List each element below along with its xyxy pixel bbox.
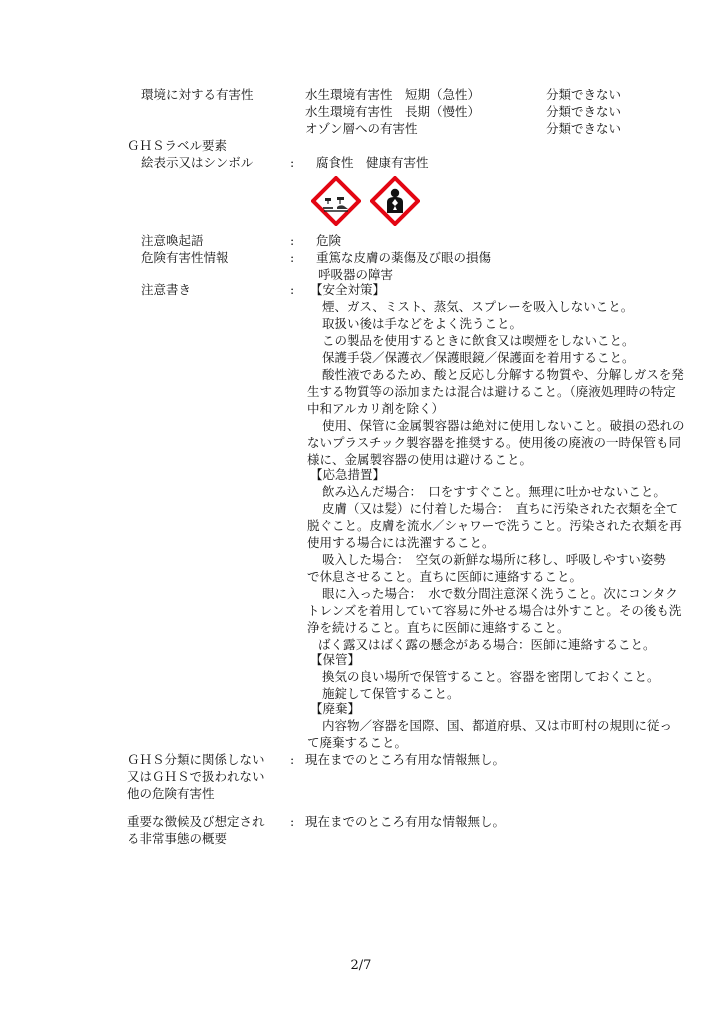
precaution-line: トレンズを着用していて容易に外せる場合は外すこと。その後も洗 — [307, 603, 682, 618]
colon: : — [290, 814, 295, 829]
colon: : — [290, 250, 295, 265]
signal-word: 危険 — [316, 233, 342, 248]
emergency-value: 現在までのところ有用な情報無し。 — [305, 814, 506, 829]
ghs-label-heading: ＧＨＳラベル要素 — [127, 138, 228, 153]
other-hazards-label: ＧＨＳ分類に関係しない — [127, 752, 265, 767]
precaution-label: 注意書き — [141, 282, 192, 297]
other-hazards-label: 他の危険有害性 — [127, 786, 215, 801]
hazard-statement: 呼吸器の障害 — [318, 267, 394, 282]
precaution-line: 眼に入った場合： 水で数分間注意深く洗うこと。次にコンタク — [322, 586, 678, 601]
colon: : — [290, 282, 295, 297]
colon: : — [290, 155, 295, 170]
env-value: 分類できない — [546, 87, 622, 102]
precaution-line: 取扱い後は手などをよく洗うこと。 — [322, 316, 523, 331]
safety-heading: 【安全対策】 — [310, 282, 386, 297]
storage-heading: 【保管】 — [310, 652, 361, 667]
env-category: 水生環境有害性 短期（急性） — [305, 87, 481, 102]
emergency-label: 重要な徴候及び想定され — [127, 814, 265, 829]
precaution-line: 使用する場合には洗濯すること。 — [307, 535, 495, 550]
environment-label: 環境に対する有害性 — [141, 87, 254, 102]
response-heading: 【応急措置】 — [310, 467, 386, 482]
signal-word-label: 注意喚起語 — [141, 233, 204, 248]
hazard-statement: 重篤な皮膚の薬傷及び眼の損傷 — [316, 250, 492, 265]
precaution-line: ばく露又はばく露の懸念がある場合：医師に連絡すること。 — [318, 637, 656, 652]
other-hazards-value: 現在までのところ有用な情報無し。 — [305, 752, 506, 767]
precaution-line: 飲み込んだ場合： 口をすすぐこと。無理に吐かせないこと。 — [322, 484, 666, 499]
env-value: 分類できない — [546, 121, 622, 136]
precaution-line: 中和アルカリ剤を除く） — [307, 401, 445, 416]
env-category: オゾン層への有害性 — [305, 121, 418, 136]
colon: : — [290, 233, 295, 248]
precaution-line: 酸性液であるため、酸と反応し分解する物質や、分解しガスを発 — [322, 367, 684, 382]
precaution-line: 煙、ガス、ミスト、蒸気、スプレーを吸入しないこと。 — [322, 299, 634, 314]
emergency-label: る非常事態の概要 — [127, 831, 228, 846]
precaution-line: 使用、保管に金属製容器は絶対に使用しないこと。破損の恐れの — [322, 418, 685, 433]
precaution-line: 内容物／容器を国際、国、都道府県、又は市町村の規則に従っ — [322, 718, 673, 733]
symbol-text: 腐食性 健康有害性 — [316, 155, 429, 170]
precaution-line: この製品を使用するときに飲食又は喫煙をしないこと。 — [322, 333, 635, 348]
precaution-line: で休息させること。直ちに医師に連絡すること。 — [307, 569, 583, 584]
colon: : — [290, 752, 295, 767]
hazard-statement-label: 危険有害性情報 — [141, 250, 229, 265]
precaution-line: 吸入した場合： 空気の新鮮な場所に移し、呼吸しやすい姿勢 — [322, 552, 666, 567]
precaution-line: 保護手袋／保護衣／保護眼鏡／保護面を着用すること。 — [322, 350, 635, 365]
precaution-line: ないプラスチック製容器を推奨する。使用後の廃液の一時保管も同 — [307, 435, 682, 450]
symbol-label: 絵表示又はシンボル — [141, 155, 254, 170]
precaution-line: 皮膚（又は髪）に付着した場合： 直ちに汚染された衣類を全て — [322, 501, 679, 516]
precaution-line: 浄を続けること。直ちに医師に連絡すること。 — [307, 620, 570, 635]
env-value: 分類できない — [546, 104, 622, 119]
health-hazard-icon — [370, 176, 420, 226]
precaution-line: 生する物質等の添加または混合は避けること。（廃液処理時の特定 — [307, 384, 676, 399]
precaution-line: 換気の良い場所で保管すること。容器を密閉しておくこと。 — [322, 669, 660, 684]
other-hazards-label: 又はＧＨＳで扱われない — [127, 769, 265, 784]
disposal-heading: 【廃棄】 — [310, 701, 361, 716]
precaution-line: 様に、金属製容器の使用は避けること。 — [307, 452, 533, 467]
precaution-line: て廃棄すること。 — [307, 735, 408, 750]
precaution-line: 施錠して保管すること。 — [322, 686, 460, 701]
page-number: 2/7 — [350, 958, 372, 973]
corrosion-icon — [311, 176, 361, 226]
precaution-line: 脱ぐこと。皮膚を流水／シャワーで洗うこと。汚染された衣類を再 — [307, 518, 682, 533]
env-category: 水生環境有害性 長期（慢性） — [305, 104, 481, 119]
